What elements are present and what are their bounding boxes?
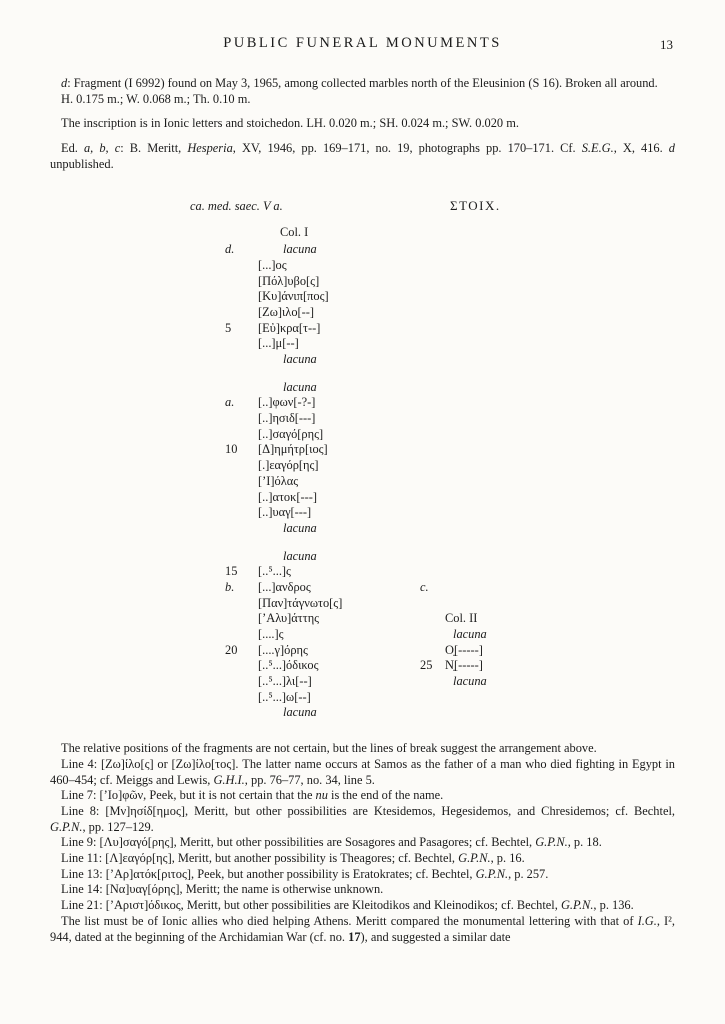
line-label-col2 <box>405 643 445 659</box>
text-segment: , p. 18. <box>567 835 602 850</box>
line-text: [Εὐ]κρα[τ--] <box>258 320 321 335</box>
line-label <box>225 611 258 627</box>
inscription-line <box>225 474 675 490</box>
line-label-col2 <box>405 690 445 706</box>
text-segment: nu <box>315 788 328 803</box>
inscription-line <box>225 643 675 659</box>
line-text-col2: Col. II <box>445 611 478 626</box>
text-segment: a, b, c <box>83 141 121 156</box>
line-label <box>225 474 258 490</box>
commentary-line-7 <box>50 788 675 804</box>
inscription-line <box>225 258 675 274</box>
line-label <box>225 674 258 690</box>
paragraph-fragment-description <box>50 76 675 92</box>
inscription-body <box>225 242 675 721</box>
line-label <box>225 305 258 321</box>
line-label <box>225 627 258 643</box>
line-text: [..]ατοκ[---] <box>258 489 317 504</box>
commentary-line-13 <box>50 867 675 883</box>
line-text-col2: Ν̣[-----] <box>445 658 483 673</box>
line-text: [..]ησιδ[---] <box>258 411 316 426</box>
line-text: lacuna <box>283 520 317 535</box>
line-label: 5 <box>225 320 232 335</box>
line-text: [..⁵...]όδικος <box>258 658 319 673</box>
inscription-line <box>225 242 675 258</box>
inscription-line <box>225 505 675 521</box>
text-segment: , XV, 1946, pp. 169–171, no. 19, photographs pp. 170–171. Cf. <box>232 141 582 156</box>
inscription-line <box>225 458 675 474</box>
line-text: lacuna <box>283 242 317 257</box>
line-text: [.]εαγόρ[ης] <box>258 458 319 473</box>
line-label: d. <box>225 242 235 257</box>
fragment-b-c-block <box>225 549 675 722</box>
commentary-section <box>50 741 675 914</box>
text-segment: Line 21: [’Αριστ]όδικος, Meritt, but other possibilities are Kleitodikos and Kleinodikos; cf. Bechtel, <box>61 898 561 913</box>
line-label <box>225 690 258 706</box>
line-label <box>225 458 258 474</box>
line-label-col2 <box>405 674 445 690</box>
line-text: [..⁵...]ω[--] <box>258 689 311 704</box>
line-label-col2 <box>405 705 445 721</box>
line-label-col2 <box>405 505 445 521</box>
line-label-col2 <box>405 549 445 565</box>
fragment-d-block <box>225 242 675 368</box>
text-segment: 17 <box>348 929 361 944</box>
inscription-line <box>225 674 675 690</box>
inscription-line <box>225 705 675 721</box>
inscription-heading <box>50 199 675 215</box>
text-segment: , p. 257. <box>508 866 549 881</box>
text-segment: unpublished. <box>50 156 114 171</box>
paragraph-editions <box>50 141 675 172</box>
inscription-line <box>225 549 675 565</box>
line-label-col2 <box>405 395 445 411</box>
line-label: 15 <box>225 564 238 579</box>
text-segment: , X, 416. <box>613 141 669 156</box>
inscription-line <box>225 596 675 612</box>
line-label: a. <box>225 395 235 410</box>
fragment-a-block <box>225 380 675 537</box>
text-segment: is the end of the name. <box>327 788 444 803</box>
line-text: [..]φων[-?-] <box>258 395 316 410</box>
inscription-line <box>225 336 675 352</box>
text-segment: Line 14: [Να]υαγ[όρης], Meritt; the name is otherwise unknown. <box>61 882 384 897</box>
text-segment: G.P.N. <box>535 835 568 850</box>
text-segment: : Fragment (I 6992) found on May 3, 1965, among collected marbles north of the Eleusinion (S 16). Broken all around. <box>67 76 658 90</box>
inscription-line <box>225 627 675 643</box>
text-segment: Line 4: [Ζω]ίλο[ς] or [Ζω]ίλο[τος]. The latter name occurs at Samos as the father of a man who died fighting in Egypt in 460–454; cf. Meiggs and Lewis, <box>50 756 675 787</box>
line-label-col2 <box>405 380 445 396</box>
line-text: [Παν]τάγνωτο[ς] <box>258 595 343 610</box>
line-text: lacuna <box>283 548 317 563</box>
page-header <box>50 36 675 54</box>
line-label <box>225 411 258 427</box>
line-label <box>225 549 258 565</box>
line-text: [’Αλυ]άττης <box>258 611 320 626</box>
line-label <box>225 380 258 396</box>
line-label-col2 <box>405 564 445 580</box>
text-segment: H. 0.175 m.; W. 0.068 m.; Th. 0.10 m. <box>61 91 251 106</box>
line-label-col2 <box>405 611 445 627</box>
text-segment: G.P.N. <box>458 851 491 866</box>
text-segment: G.P.N. <box>475 866 509 881</box>
line-label <box>225 705 258 721</box>
text-segment: , pp. 127–129. <box>82 819 154 834</box>
inscription-line <box>225 274 675 290</box>
line-label: 10 <box>225 442 238 457</box>
inscription-line <box>225 395 675 411</box>
line-label-col2 <box>405 305 445 321</box>
paragraph-inscription-letters <box>50 116 675 132</box>
inscription-line <box>225 380 675 396</box>
text-segment: , I², 944, dated at the beginning of the Archidamian War (cf. no. <box>50 913 675 944</box>
stoichedon-label: ΣΤΟΙΧ. <box>450 197 501 213</box>
line-text: [..]υαγ[---] <box>258 505 312 520</box>
line-label: 20 <box>225 642 238 657</box>
line-label <box>225 521 258 537</box>
inscription-line <box>225 411 675 427</box>
line-label <box>225 336 258 352</box>
paragraph-dimensions <box>50 92 675 108</box>
line-text: [...]ανδρος <box>258 579 311 594</box>
line-label-col2 <box>405 258 445 274</box>
text-segment: Line 11: [Λ]εαγόρ[ης], Meritt, but another possibility is Theagores; cf. Bechtel, <box>61 851 459 866</box>
line-text: [....γ]όρης <box>258 642 308 657</box>
line-label <box>225 427 258 443</box>
text-segment: Line 7: [’Ιο]φῶν, Peek, but it is not certain that the <box>61 788 316 803</box>
text-segment: The inscription is in Ionic letters and stoichedon. LH. 0.020 m.; SH. 0.024 m.; SW. 0.020 m. <box>61 116 519 131</box>
text-segment: G.P.N. <box>560 898 594 913</box>
text-segment: ), and suggested a similar date <box>360 929 511 944</box>
text-segment: Hesperia <box>187 141 233 156</box>
text-segment: Line 13: [’Αρ]ατόκ[ριτος], Peek, but another possibility is Eratokrates; cf. Bechtel, <box>61 866 476 881</box>
line-label-col2 <box>405 521 445 537</box>
inscription-line <box>225 611 675 627</box>
inscription-line <box>225 352 675 368</box>
text-segment: I.G. <box>637 913 657 928</box>
text-segment: : B. Meritt, <box>120 141 188 156</box>
line-label <box>225 490 258 506</box>
text-segment: , p. 136. <box>593 898 634 913</box>
line-label <box>225 505 258 521</box>
line-label <box>225 289 258 305</box>
line-label-col2 <box>405 352 445 368</box>
line-text: [..]σαγό[ρης] <box>258 426 324 441</box>
inscription-line <box>225 490 675 506</box>
text-segment: Ed. <box>61 141 84 156</box>
line-label-col2 <box>405 321 445 337</box>
line-label-col2: 25 <box>420 658 433 673</box>
text-segment: Line 9: [Λυ]σαγό[ρης], Meritt, but other possibilities are Sosagores and Pasagores; cf. Bechtel, <box>61 835 536 850</box>
inscription-line <box>225 305 675 321</box>
line-label-col2 <box>405 336 445 352</box>
line-label-col2 <box>405 242 445 258</box>
inscription-line <box>225 564 675 580</box>
line-label-col2 <box>405 427 445 443</box>
text-segment: The list must be of Ionic allies who died helping Athens. Meritt compared the monumental lettering with that of <box>61 913 638 928</box>
line-text: [....]ς <box>258 627 284 642</box>
text-segment: Line 8: [Μν]ησίδ[ημος], Meritt, but other possibilities are Ktesidemos, Hegesidemos, and Chresidemos; cf. Bechtel, <box>61 803 675 818</box>
inscription-line <box>225 690 675 706</box>
inscription-line <box>225 442 675 458</box>
line-text: [...]μ[--] <box>258 336 299 351</box>
line-label-col2: c. <box>420 579 429 594</box>
line-label <box>225 658 258 674</box>
text-segment: The relative positions of the fragments are not certain, but the lines of break suggest the arrangement above. <box>61 741 597 756</box>
line-label-col2 <box>405 627 445 643</box>
commentary-positions <box>50 741 675 757</box>
line-label <box>225 274 258 290</box>
line-label <box>225 596 258 612</box>
line-label-col2 <box>405 442 445 458</box>
line-text: lacuna <box>283 705 317 720</box>
line-text: [...]ος <box>258 257 287 272</box>
page-number: 13 <box>660 37 673 52</box>
line-text: [Δ]ημήτρ[ιος] <box>258 442 328 457</box>
text-segment: d <box>61 76 68 90</box>
column1-header: Col. I <box>280 224 309 239</box>
line-label: b. <box>225 579 235 594</box>
inscription-section <box>50 199 675 722</box>
line-label-col2 <box>405 474 445 490</box>
line-label-col2 <box>405 274 445 290</box>
inscription-line <box>225 521 675 537</box>
line-label-col2 <box>405 289 445 305</box>
text-segment: G.P.N. <box>50 819 83 834</box>
inscription-line <box>225 658 675 674</box>
line-label-col2 <box>405 490 445 506</box>
text-segment: , p. 16. <box>490 851 525 866</box>
line-text: [Πόλ]υβο[ς] <box>258 273 320 288</box>
commentary-line-11 <box>50 851 675 867</box>
line-text: [’Ι]όλας <box>258 473 299 488</box>
inscription-line <box>225 321 675 337</box>
line-label-col2 <box>405 458 445 474</box>
text-segment: G.H.I. <box>213 772 245 787</box>
line-text: lacuna <box>283 379 317 394</box>
closing-paragraph <box>50 914 675 945</box>
line-label <box>225 352 258 368</box>
line-text-col2: Ο̣[-----] <box>445 642 483 657</box>
inscription-line <box>225 427 675 443</box>
page-title: PUBLIC FUNERAL MONUMENTS <box>223 35 502 51</box>
commentary-line-4 <box>50 757 675 788</box>
inscription-line <box>225 580 675 596</box>
line-text-col2: lacuna <box>453 674 487 689</box>
line-text: [..⁵...]ς <box>258 564 291 579</box>
commentary-line-9 <box>50 835 675 851</box>
line-text: [Ζω]ιλο[--] <box>258 304 315 319</box>
inscription-line <box>225 289 675 305</box>
line-label-col2 <box>405 596 445 612</box>
commentary-line-8 <box>50 804 675 835</box>
line-text: lacuna <box>283 352 317 367</box>
line-text-col2: lacuna <box>453 627 487 642</box>
line-text: [..⁵...]λι[--] <box>258 674 312 689</box>
line-label <box>225 258 258 274</box>
date-label: ca. med. saec. V a. <box>190 198 283 213</box>
text-segment: d <box>668 141 675 156</box>
commentary-line-21 <box>50 898 675 914</box>
text-segment: , pp. 76–77, no. 34, line 5. <box>244 772 375 787</box>
text-segment: S.E.G. <box>581 141 614 156</box>
commentary-line-14 <box>50 882 675 898</box>
line-label-col2 <box>405 411 445 427</box>
line-text: [Κυ]άνιπ[πος] <box>258 289 329 304</box>
